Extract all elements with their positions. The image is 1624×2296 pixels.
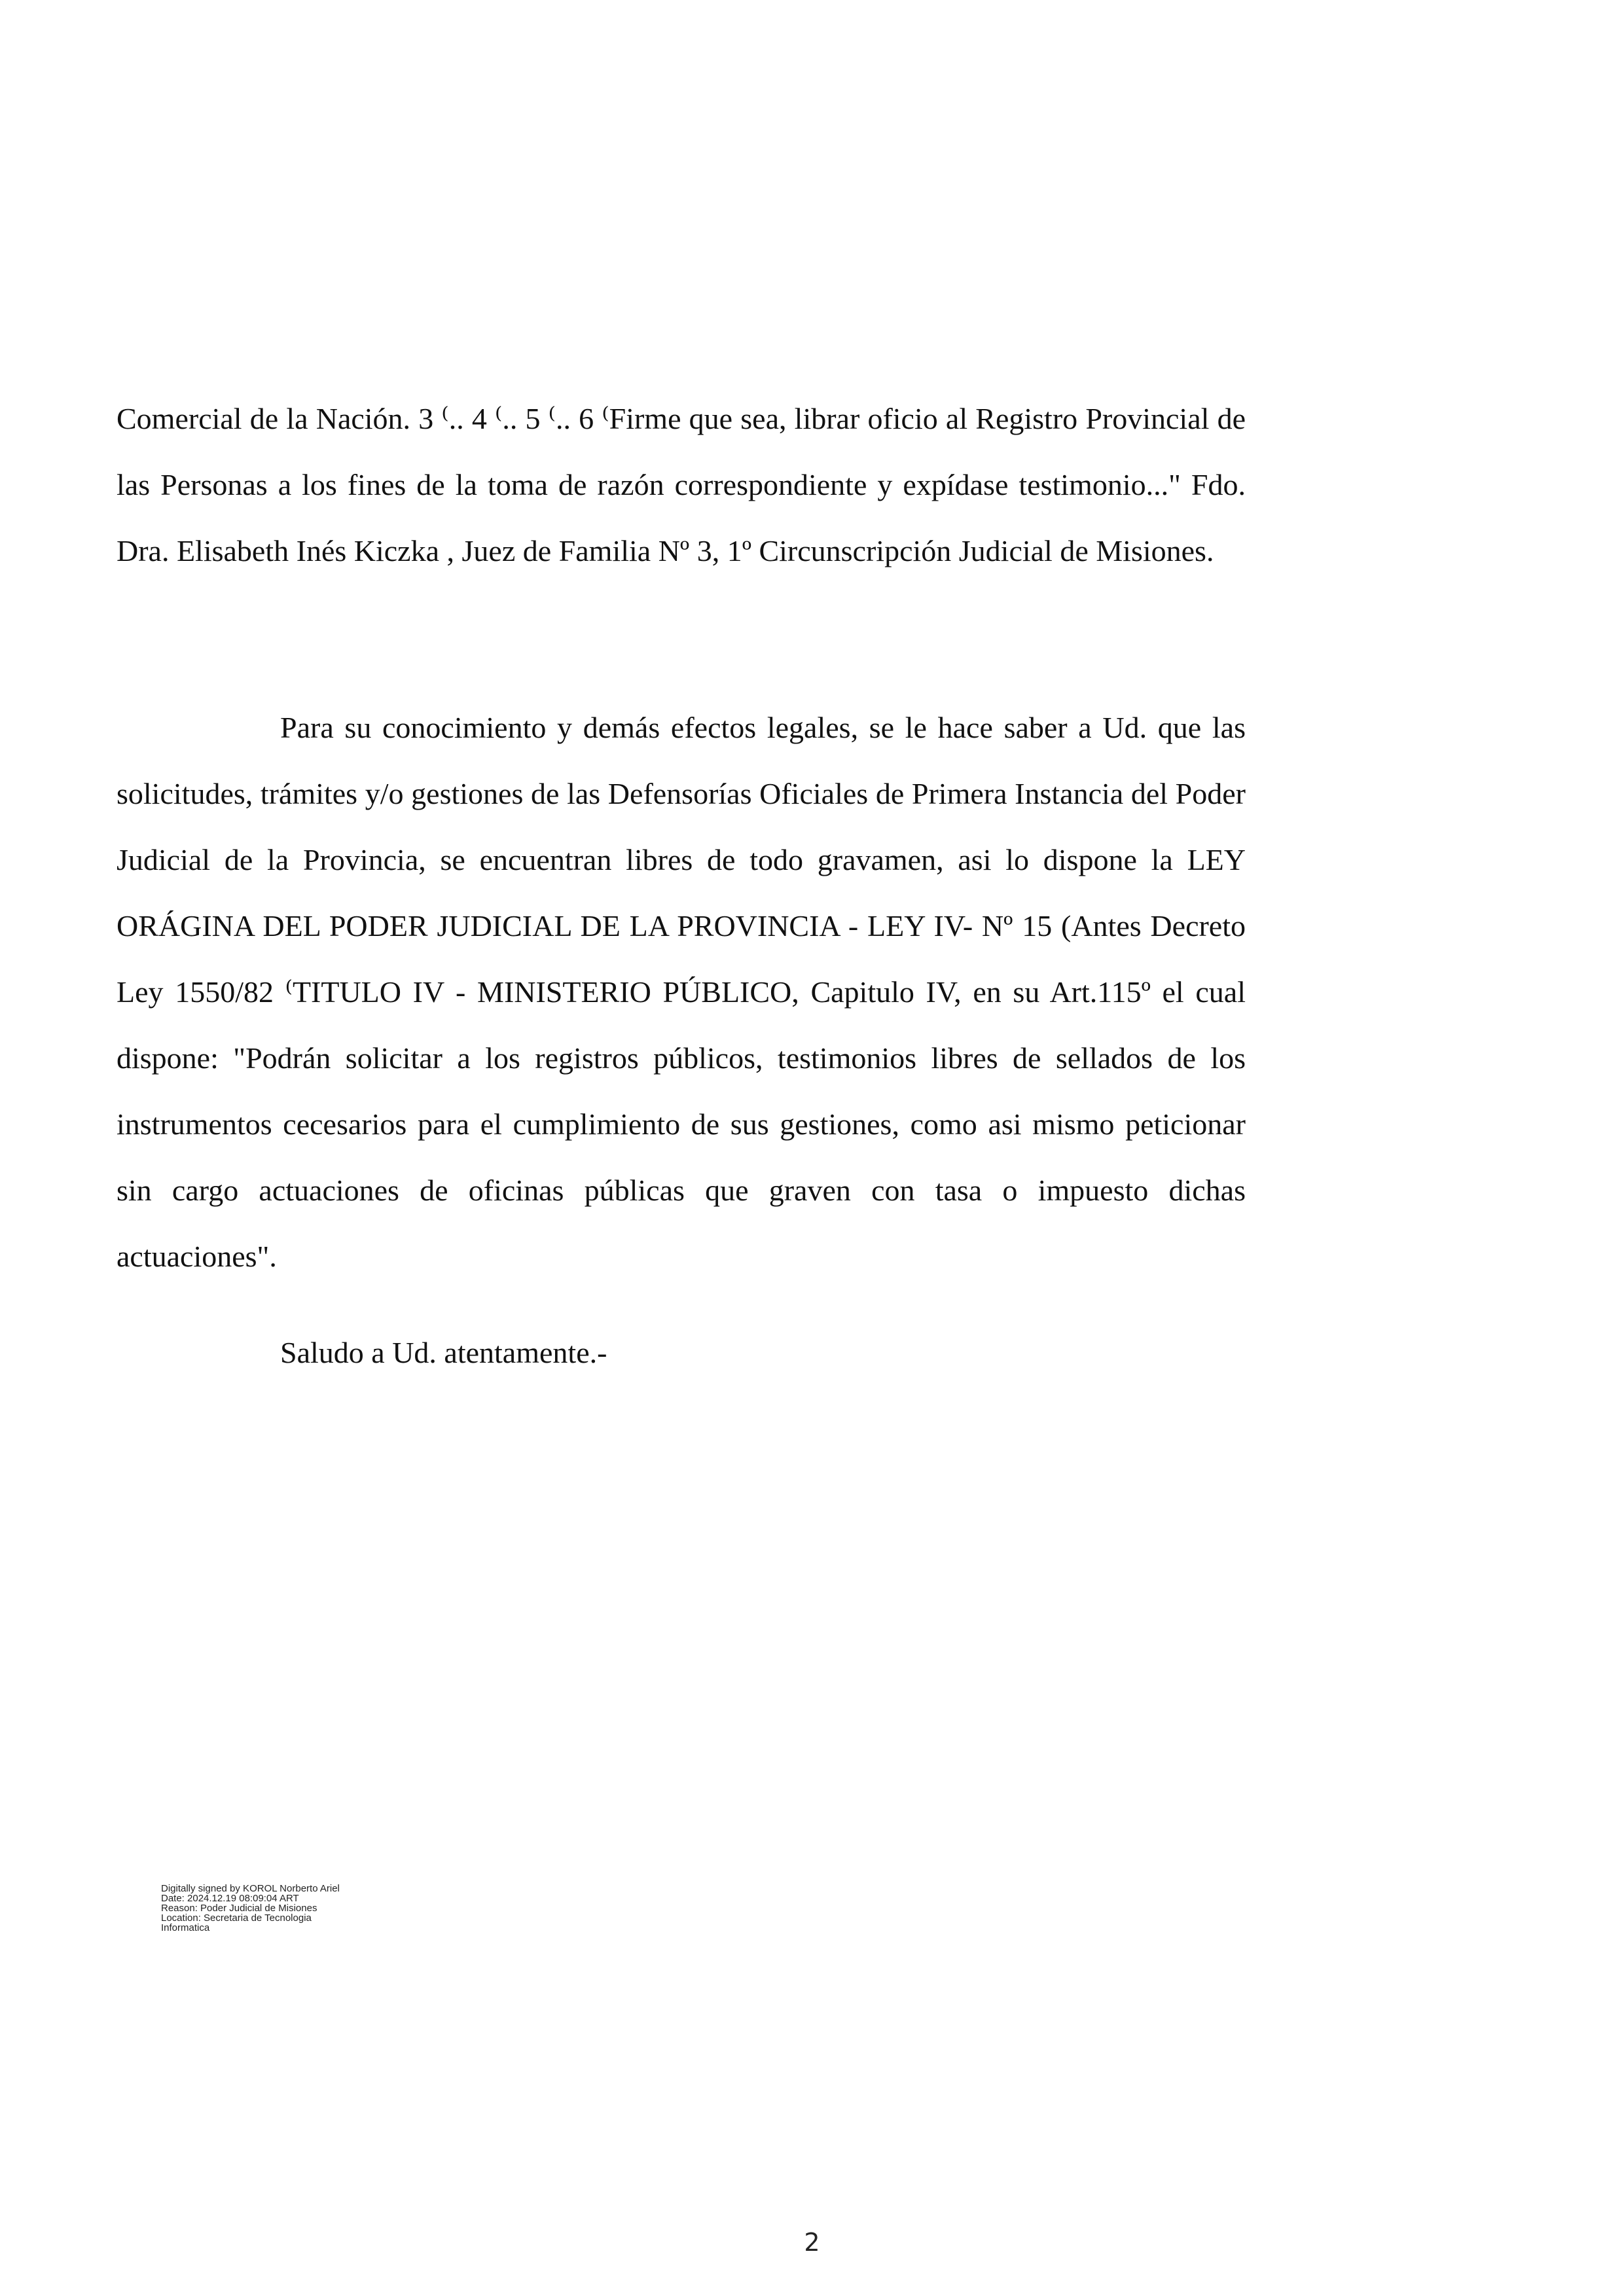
signature-date: Date: 2024.12.19 08:09:04 ART: [161, 1893, 299, 1904]
paragraph-legal-notice: Para su conocimiento y demás efectos legales, se le hace saber a Ud. que las solicitudes, trámites y/o gestiones de las Defensorías Oficiales de Primera Instancia del Poder Judicial de la Provincia, se encuentran libres de todo gravamen, asi lo dispone la LEY ORÁGINA DEL PODER JUDICIAL DE LA PROVINCIA - LEY IV- Nº 15 (Antes Decreto Ley 1550/82 ⁽TITULO IV - MINISTERIO PÚBLICO, Capitulo IV, en su Art.115º el cual dispone: "Podrán solicitar a los registros públicos, testimonios libres de sellados de los instrumentos cecesarios para el cumplimiento de sus gestiones, como asi mismo peticionar sin cargo actuaciones de oficinas públicas que graven con tasa o impuesto dichas actuaciones".: [117, 711, 1246, 1273]
digital-signature-block: [161, 1884, 436, 1933]
paragraph-court-order: Comercial de la Nación. 3 ⁽.. 4 ⁽.. 5 ⁽.. 6 ⁽Firme que sea, librar oficio al Registro Provincial de las Personas a los fines de la toma de razón correspondiente y expídase testimonio..." Fdo. Dra. Elisabeth Inés Kiczka , Juez de Familia Nº 3, 1º Circunscripción Judicial de Misiones.: [117, 402, 1246, 567]
signature-location: Location: Secretaria de Tecnologia: [161, 1912, 312, 1924]
signature-reason: Reason: Poder Judicial de Misiones: [161, 1903, 317, 1914]
signature-location-continued: Informatica: [161, 1922, 210, 1933]
page-number: 2: [804, 2228, 820, 2257]
closing-salutation: Saludo a Ud. atentamente.-: [280, 1336, 607, 1369]
signature-signer: Digitally signed by KOROL Norberto Ariel: [161, 1883, 340, 1894]
